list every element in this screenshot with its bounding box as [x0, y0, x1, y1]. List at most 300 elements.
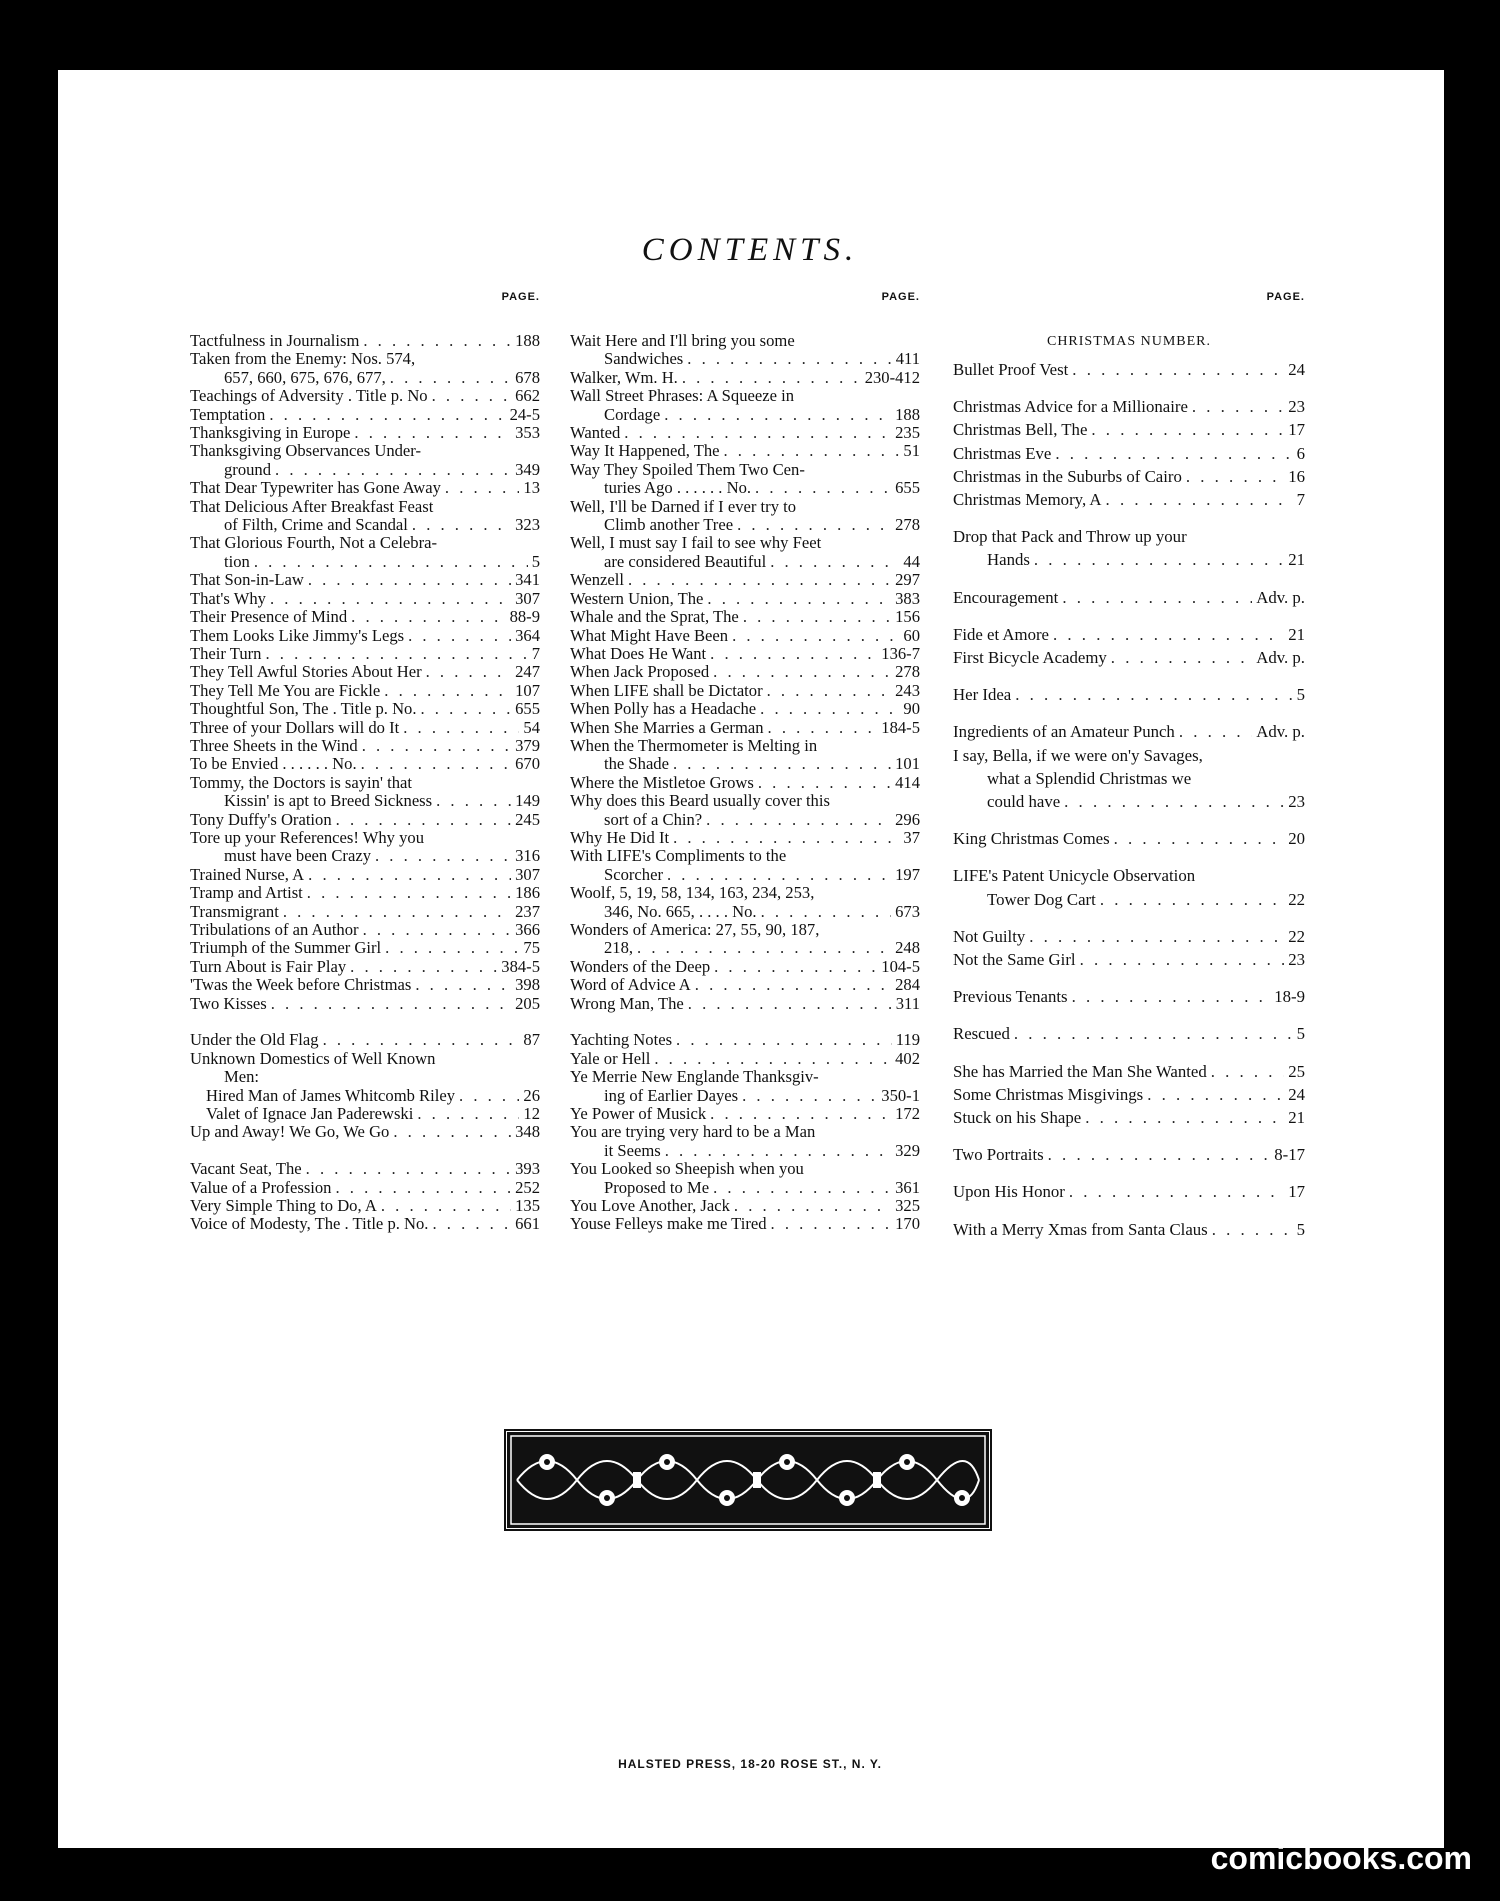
entry-page-number: 26: [523, 1085, 540, 1105]
dot-leader: [1029, 925, 1284, 948]
dot-leader: [673, 755, 891, 773]
entry-title: tion: [224, 551, 250, 571]
dot-leader: [1186, 465, 1284, 488]
contents-entry: [190, 424, 540, 442]
entry-title: Hired Man of James Whitcomb Riley: [206, 1085, 456, 1105]
dot-leader: [1111, 646, 1252, 669]
entry-page-number: 90: [903, 699, 920, 719]
contents-entry: [190, 921, 540, 939]
contents-entry: [570, 424, 920, 442]
contents-entry: [953, 525, 1305, 571]
entry-title: Kissin' is apt to Breed Sickness: [224, 791, 433, 811]
dot-leader: [713, 663, 891, 681]
entry-title: She has Married the Man She Wanted: [953, 1061, 1207, 1081]
entry-page-number: Adv. p.: [1256, 587, 1305, 607]
dot-leader: [760, 700, 899, 718]
entry-page-number: 662: [515, 386, 540, 406]
contents-entry: [570, 774, 920, 792]
contents-entry: [190, 995, 540, 1013]
entry-title: Wenzell: [570, 570, 624, 590]
contents-entry: [570, 1105, 920, 1123]
entry-page-number: 54: [523, 717, 540, 737]
entry-page-number: 307: [515, 864, 540, 884]
dot-leader: [1192, 395, 1284, 418]
dot-leader: [1069, 1180, 1284, 1203]
entry-page-number: 24-5: [509, 404, 540, 424]
entry-title: Thoughtful Son, The . Title p. No.: [190, 699, 417, 719]
contents-entry: [190, 442, 540, 479]
entry-page-number: 402: [895, 1048, 920, 1068]
contents-entry: [190, 866, 540, 884]
contents-entry: [570, 995, 920, 1013]
entry-title: You Love Another, Jack: [570, 1196, 730, 1216]
entry-title: Christmas Bell, The: [953, 420, 1088, 440]
entry-page-number: 278: [895, 515, 920, 535]
contents-entry: [570, 1068, 920, 1105]
entry-title: Ye Power of Musick: [570, 1104, 707, 1124]
dot-leader: [432, 387, 512, 405]
contents-entry: [953, 744, 1305, 814]
dot-leader: [695, 976, 891, 994]
dot-leader: [351, 608, 505, 626]
contents-entry: [570, 1197, 920, 1215]
entry-title: Woolf, 5, 19, 58, 134, 163, 234, 253,: [570, 883, 815, 903]
entry-title: 218,: [604, 938, 634, 958]
dot-leader: [412, 516, 511, 534]
contents-entry: [570, 847, 920, 884]
entry-title: Upon His Honor: [953, 1182, 1065, 1202]
entry-list: [570, 332, 920, 1234]
entry-title: Why He Did It: [570, 827, 670, 847]
entry-title: Not the Same Girl: [953, 950, 1076, 970]
contents-entry: [190, 332, 540, 350]
entry-page-number: 197: [895, 864, 920, 884]
entry-title: Wonders of America: 27, 55, 90, 187,: [570, 920, 820, 939]
contents-entry: [570, 792, 920, 829]
entry-title: You Looked so Sheepish when you: [570, 1159, 804, 1179]
entry-title: of Filth, Crime and Scandal: [224, 515, 408, 535]
contents-entry: [190, 939, 540, 957]
dot-leader: [1212, 1218, 1293, 1241]
dot-leader: [1091, 418, 1284, 441]
contents-entry: [953, 646, 1305, 669]
entry-page-number: 297: [895, 570, 920, 590]
dot-leader: [350, 958, 497, 976]
contents-entry: [190, 682, 540, 700]
entry-title: You are trying very hard to be a Man: [570, 1122, 816, 1142]
contents-entry: [570, 534, 920, 571]
entry-page-number: 366: [515, 920, 540, 939]
entry-page-number: 88-9: [509, 607, 540, 627]
contents-entry: [190, 829, 540, 866]
entry-title: Wanted: [570, 423, 621, 443]
entry-page-number: 13: [523, 478, 540, 498]
contents-entry: [190, 645, 540, 663]
contents-entry: [190, 903, 540, 921]
entry-title: could have: [987, 792, 1061, 812]
entry-title: Valet of Ignace Jan Paderewski: [206, 1104, 414, 1124]
contents-entry: [953, 1060, 1305, 1083]
entry-page-number: 243: [895, 680, 920, 700]
contents-entry: [570, 737, 920, 774]
entry-title: must have been Crazy: [224, 846, 371, 866]
contents-entry: [570, 332, 920, 369]
entry-page-number: 329: [895, 1140, 920, 1160]
dot-leader: [687, 350, 891, 368]
contents-entry: [570, 645, 920, 663]
dot-leader: [1055, 442, 1292, 465]
entry-page-number: 278: [895, 662, 920, 682]
entry-page-number: 21: [1288, 1108, 1305, 1128]
dot-leader: [1114, 827, 1285, 850]
dot-leader: [673, 829, 899, 847]
contents-entry: [570, 884, 920, 921]
entry-title: Three of your Dollars will do It: [190, 717, 400, 737]
entry-title: Scorcher: [604, 864, 663, 884]
dot-leader: [710, 645, 877, 663]
entry-title: ground: [224, 459, 272, 479]
entry-page-number: 398: [515, 975, 540, 995]
dot-leader: [361, 755, 512, 773]
entry-title: Why does this Beard usually cover this: [570, 791, 830, 811]
dot-leader: [637, 939, 891, 957]
entry-page-number: 16: [1288, 466, 1305, 486]
entry-page-number: 135: [515, 1196, 540, 1216]
contents-entry: [953, 827, 1305, 850]
entry-title: Where the Mistletoe Grows: [570, 772, 754, 792]
entry-title: Vacant Seat, The: [190, 1159, 302, 1179]
dot-leader: [363, 921, 512, 939]
entry-page-number: 51: [903, 441, 920, 461]
contents-entry: [570, 461, 920, 498]
entry-title: Climb another Tree: [604, 515, 734, 535]
entry-page-number: 393: [515, 1159, 540, 1179]
dot-leader: [667, 866, 891, 884]
entry-page-number: 252: [515, 1177, 540, 1197]
entry-title: Wonders of the Deep: [570, 956, 711, 976]
contents-entry: [570, 1123, 920, 1160]
dot-leader: [390, 369, 511, 387]
dot-leader: [767, 682, 891, 700]
contents-entry: [953, 948, 1305, 971]
contents-entry: [190, 387, 540, 405]
entry-title: Their Presence of Mind: [190, 607, 348, 627]
entry-page-number: 323: [515, 515, 540, 535]
contents-entry: [953, 358, 1305, 381]
entry-page-number: 655: [515, 699, 540, 719]
entry-title: Christmas Memory, A: [953, 490, 1102, 510]
entry-page-number: 248: [895, 938, 920, 958]
entry-page-number: 170: [895, 1214, 920, 1234]
entry-title: With a Merry Xmas from Santa Claus: [953, 1219, 1208, 1239]
dot-leader: [1080, 948, 1285, 971]
entry-title: sort of a Chin?: [604, 809, 703, 829]
dot-leader: [306, 1160, 511, 1178]
dot-leader: [714, 958, 877, 976]
entry-page-number: 8-17: [1274, 1145, 1305, 1165]
entry-title: They Tell Me You are Fickle: [190, 680, 381, 700]
dot-leader: [408, 627, 511, 645]
contents-entry: [953, 465, 1305, 488]
entry-page-number: 7: [1296, 490, 1305, 510]
dot-leader: [363, 332, 511, 350]
dot-leader: [308, 866, 511, 884]
entry-title: Well, I must say I fail to see why Feet: [570, 533, 822, 553]
page-column-header: PAGE.: [881, 291, 920, 303]
entry-page-number: 60: [903, 625, 920, 645]
contents-entry: [953, 586, 1305, 609]
contents-entry: [953, 925, 1305, 948]
dot-leader: [761, 903, 892, 921]
entry-title: To be Envied . . . . . . No.: [190, 754, 357, 774]
entry-page-number: 136-7: [881, 643, 920, 663]
entry-title: Tommy, the Doctors is sayin' that: [190, 772, 412, 792]
christmas-number-heading: CHRISTMAS NUMBER.: [1046, 334, 1212, 349]
entry-title: That Delicious After Breakfast Feast: [190, 496, 434, 516]
entry-title: turies Ago . . . . . . No.: [604, 478, 752, 498]
dot-leader: [459, 1087, 519, 1105]
dot-leader: [403, 719, 519, 737]
entry-title: When LIFE shall be Dictator: [570, 680, 763, 700]
entry-title: are considered Beautiful: [604, 551, 767, 571]
entry-page-number: 311: [895, 993, 920, 1013]
entry-title: When She Marries a German: [570, 717, 764, 737]
entry-page-number: 307: [515, 588, 540, 608]
dot-leader: [1106, 488, 1293, 511]
dot-leader: [1015, 683, 1292, 706]
entry-title: Tramp and Artist: [190, 883, 303, 903]
entry-title: Thanksgiving in Europe: [190, 423, 351, 443]
contents-entry: [190, 1050, 540, 1087]
entry-title: Teachings of Adversity . Title p. No: [190, 386, 428, 406]
contents-entry: [190, 590, 540, 608]
entry-title: Yachting Notes: [570, 1030, 673, 1050]
contents-entry: [953, 985, 1305, 1008]
entry-page-number: 23: [1288, 792, 1305, 812]
entry-title: Sandwiches: [604, 349, 684, 369]
entry-page-number: 237: [515, 901, 540, 921]
contents-entry: [190, 811, 540, 829]
entry-title: Very Simple Thing to Do, A: [190, 1196, 377, 1216]
contents-entry: [190, 737, 540, 755]
entry-title: Triumph of the Summer Girl: [190, 938, 382, 958]
entry-title: First Bicycle Academy: [953, 648, 1107, 668]
entry-page-number: 379: [515, 735, 540, 755]
contents-entry: [953, 623, 1305, 646]
entry-title: Two Kisses: [190, 993, 267, 1013]
contents-entry: [190, 958, 540, 976]
dot-leader: [254, 553, 528, 571]
entry-title: Christmas in the Suburbs of Cairo: [953, 466, 1182, 486]
dot-leader: [1072, 358, 1284, 381]
entry-title: When Jack Proposed: [570, 662, 710, 682]
dot-leader: [688, 995, 892, 1013]
contents-entry: [570, 590, 920, 608]
contents-entry: [190, 1197, 540, 1215]
entry-title: Western Union, The: [570, 588, 704, 608]
dot-leader: [271, 995, 511, 1013]
entry-title: Christmas Advice for a Millionaire: [953, 397, 1188, 417]
entry-title: Men:: [224, 1067, 260, 1087]
entry-title: Stuck on his Shape: [953, 1108, 1082, 1128]
dot-leader: [654, 1050, 891, 1068]
dot-leader: [724, 442, 900, 460]
entry-page-number: 316: [515, 846, 540, 866]
entry-page-number: 678: [515, 367, 540, 387]
entry-page-number: 21: [1288, 624, 1305, 644]
contents-entry: [953, 1022, 1305, 1045]
contents-entry: [570, 369, 920, 387]
entry-title: Previous Tenants: [953, 987, 1068, 1007]
entry-title: King Christmas Comes: [953, 829, 1110, 849]
entry-title: Word of Advice A: [570, 975, 691, 995]
contents-entry: [953, 720, 1305, 743]
contents-entry: [190, 663, 540, 681]
entry-title: Not Guilty: [953, 926, 1026, 946]
entry-page-number: 661: [515, 1214, 540, 1234]
entry-title: Proposed to Me: [604, 1177, 710, 1197]
contents-entry: [190, 406, 540, 424]
dot-leader: [737, 516, 891, 534]
dot-leader: [1179, 720, 1252, 743]
dot-leader: [734, 1197, 891, 1215]
entry-title: Value of a Profession: [190, 1177, 332, 1197]
contents-entry: [190, 1105, 540, 1123]
entry-title: Way They Spoiled Them Two Cen-: [570, 459, 805, 479]
entry-page-number: 5: [1296, 1024, 1305, 1044]
contents-entry: [953, 418, 1305, 441]
entry-page-number: 364: [515, 625, 540, 645]
entry-title: what a Splendid Christmas we: [987, 768, 1192, 788]
dot-leader: [393, 1123, 511, 1141]
entry-page-number: 23: [1288, 397, 1305, 417]
dot-leader: [381, 1197, 511, 1215]
entry-title: Them Looks Like Jimmy's Legs: [190, 625, 405, 645]
dot-leader: [1034, 548, 1284, 571]
entry-title: Walker, Wm. H.: [570, 367, 678, 387]
entry-page-number: 37: [903, 827, 920, 847]
entry-page-number: 17: [1288, 420, 1305, 440]
entry-page-number: 149: [515, 791, 540, 811]
dot-leader: [1064, 790, 1284, 813]
contents-entry: [570, 627, 920, 645]
contents-entry: [570, 958, 920, 976]
entry-title: Bullet Proof Vest: [953, 360, 1069, 379]
entry-title: 346, No. 665, . . . . No.: [604, 901, 757, 921]
entry-page-number: 383: [895, 588, 920, 608]
entry-title: Three Sheets in the Wind: [190, 735, 358, 755]
contents-entry: [570, 387, 920, 424]
contents-entry: [190, 1031, 540, 1049]
contents-entry: [953, 395, 1305, 418]
entry-page-number: 24: [1288, 360, 1305, 379]
dot-leader: [265, 645, 527, 663]
entry-title: Rescued: [953, 1024, 1010, 1044]
entry-list: [953, 332, 1305, 1241]
dot-leader: [1072, 985, 1271, 1008]
entry-page-number: 670: [515, 754, 540, 774]
page-column-header: PAGE.: [1266, 291, 1305, 303]
dot-leader: [1100, 888, 1284, 911]
decorative-ornament-panel: [503, 1428, 993, 1532]
page-title: CONTENTS.: [641, 232, 859, 268]
entry-title: What Does He Want: [570, 643, 707, 663]
entry-page-number: 104-5: [881, 956, 920, 976]
entry-page-number: 673: [895, 901, 920, 921]
entry-page-number: 18-9: [1274, 987, 1305, 1007]
entry-title: Some Christmas Misgivings: [953, 1084, 1144, 1104]
entry-title: That's Why: [190, 588, 266, 608]
entry-title: Tore up your References! Why you: [190, 827, 424, 847]
contents-entry: [190, 571, 540, 589]
entry-title: When Polly has a Headache: [570, 699, 757, 719]
entry-page-number: 22: [1288, 889, 1305, 909]
contents-entry: [570, 829, 920, 847]
contents-entry: [953, 1180, 1305, 1203]
entry-title: Temptation: [190, 404, 266, 424]
entry-title: Christmas Eve: [953, 443, 1052, 463]
entry-title: Their Turn: [190, 643, 262, 663]
entry-title: Tribulations of an Author: [190, 920, 359, 939]
contents-entry: [190, 1123, 540, 1141]
dot-leader: [269, 406, 505, 424]
dot-leader: [275, 461, 511, 479]
entry-page-number: 5: [531, 551, 540, 571]
contents-entry: [190, 884, 540, 902]
entry-page-number: 349: [515, 459, 540, 479]
contents-entry: [190, 1160, 540, 1178]
entry-title: Wrong Man, The: [570, 993, 684, 1013]
entry-title: Ingredients of an Amateur Punch: [953, 722, 1175, 742]
entry-title: Voice of Modesty, The . Title p. No.: [190, 1214, 429, 1234]
dot-leader: [707, 590, 891, 608]
dot-leader: [335, 1179, 511, 1197]
entry-title: Tower Dog Cart: [987, 889, 1096, 909]
contents-entry: [953, 442, 1305, 465]
entry-title: it Seems: [604, 1140, 661, 1160]
contents-entry: [953, 864, 1305, 910]
dot-leader: [307, 884, 511, 902]
entry-title: Ye Merrie New Englande Thanksgiv-: [570, 1067, 819, 1087]
entry-list: [190, 332, 540, 1234]
dot-leader: [415, 976, 511, 994]
entry-title: Drop that Pack and Throw up your: [953, 527, 1187, 547]
dot-leader: [742, 1087, 877, 1105]
contents-entry: [190, 534, 540, 571]
entry-title: Taken from the Enemy: Nos. 574,: [190, 349, 416, 369]
entry-page-number: 7: [531, 643, 540, 663]
entry-title: the Shade: [604, 754, 669, 774]
entry-page-number: 44: [903, 551, 920, 571]
contents-entry: [190, 1087, 540, 1105]
entry-title: When the Thermometer is Melting in: [570, 735, 818, 755]
entry-page-number: 353: [515, 423, 540, 443]
entry-page-number: 235: [895, 423, 920, 443]
dot-leader: [743, 608, 891, 626]
dot-leader: [375, 847, 511, 865]
entry-page-number: 348: [515, 1122, 540, 1142]
contents-entry: [570, 498, 920, 535]
entry-page-number: Adv. p.: [1256, 722, 1305, 742]
entry-page-number: 230-412: [864, 367, 920, 387]
entry-title: They Tell Awful Stories About Her: [190, 662, 422, 682]
entry-page-number: 247: [515, 662, 540, 682]
entry-page-number: 25: [1288, 1061, 1305, 1081]
contents-entry: [953, 683, 1305, 706]
entry-page-number: 188: [515, 331, 540, 350]
contents-entry: [570, 976, 920, 994]
entry-page-number: 384-5: [501, 956, 540, 976]
